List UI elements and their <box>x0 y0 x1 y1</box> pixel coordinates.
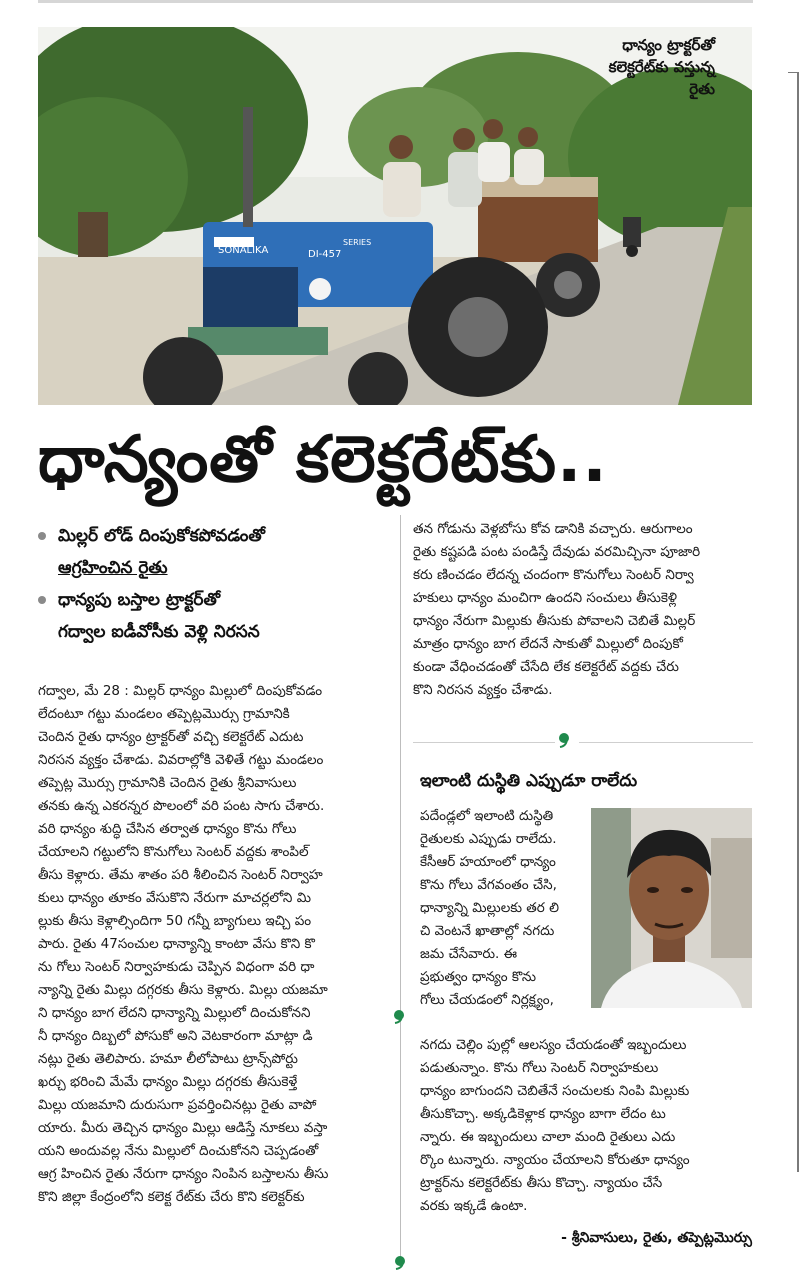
article-left-column <box>38 680 390 1209</box>
text-line: తీసు కెళ్లారు. తేమ శాతం పరి శీలించిన సెంటర్ నిర్వాహ <box>38 867 323 883</box>
text-line: ధాన్యం బాగుందని చెబితేనే సంచులకు నింపి మిల్లుకు <box>420 1083 690 1099</box>
column-divider <box>400 515 401 1265</box>
text-line: ఖర్చు భరించి మేమే ధాన్యం మిల్లు దగ్గరకు తీసుకెళ్తే <box>38 1074 298 1090</box>
text-line: కులు ధాన్యం తూకం వేసుకొని నేరుగా మాచర్లలోని మి <box>38 890 311 906</box>
page-edge-decoration <box>770 72 800 1172</box>
text-line: వరి ధాన్యం శుద్ధి చేసిన తర్వాత ధాన్యం కొను గోలు <box>38 821 297 837</box>
text-line: ధాన్యం నేరుగా మిల్లుకు తీసుకు పోవాలని చెబితే మిల్లర్ <box>413 613 696 629</box>
leaf-icon <box>392 1254 410 1270</box>
text-line: పారు. రైతు 47సంచుల ధాన్యాన్ని కాంటా వేసు కొని కొ <box>38 936 315 952</box>
text-line: చేయాలని గట్టులోని కొనుగోలు సెంటర్ వద్దకు శాంపిల్ <box>38 844 309 860</box>
tractor-plate-text: DI-457 <box>308 249 342 260</box>
text-line: ర్కొం టున్నారు. న్యాయం చేయాలని కోరుతూ ధాన్యం <box>420 1152 690 1168</box>
text-line: యని అందువల్ల నేను మిల్లులో దించుకోనని చెప్పడంతో <box>38 1143 319 1159</box>
text-line: ధాన్యాన్ని మిల్లులకు తర లి <box>420 900 560 916</box>
text-line: రైతు కష్టపడి పంట పండిస్తే దేవుడు వరమిచ్చినా పూజారి <box>413 544 701 560</box>
bullet-item <box>38 520 388 584</box>
text-line: నగదు చెల్లిం పుల్లో ఆలస్యం చేయడంతో ఇబ్బందులు <box>420 1037 687 1053</box>
text-line: న్యాన్ని రైతు మిల్లు దగ్గరకు తీసు కెళ్లారు. మిల్లు యజమా <box>38 982 328 998</box>
photo-caption-line: రైతు <box>689 80 715 98</box>
text-line: గోలు చేయడంలో నిర్లక్ష్యం, <box>420 992 554 1008</box>
text-line: చి వెంటనే ఖాతాల్లో నగదు <box>420 923 555 939</box>
tractor-brand-text: SONALIKA <box>218 245 269 256</box>
text-line: తప్పెట్ల మొర్సు గ్రామానికి చెందిన రైతు శ్రీనివాసులు <box>38 775 297 791</box>
text-line: నీ ధాన్యం దిబ్బలో పోసుకో అని వెటకారంగా మాట్లా డి <box>38 1028 313 1044</box>
bullet-line: ధాన్యపు బస్తాల ట్రాక్టర్‌తో <box>58 590 221 610</box>
text-line: తీసుకొచ్చా. అక్కడికెళ్లాక ధాన్యం బాగా లేదం టు <box>420 1106 666 1122</box>
text-line: ట్రాక్టర్‌ను కలెక్టరేట్‌కు తీసు కొచ్చా. న్యాయం చేసే <box>420 1175 663 1191</box>
quote-signature: - శ్రీనివాసులు, రైతు, తప్పెట్లమొర్సు <box>561 1230 752 1246</box>
leaf-icon <box>391 1008 409 1024</box>
text-line: కుండా వేధించడంతో చేసేది లేక కలెక్టరేట్ వద్దకు చేరు <box>413 659 679 675</box>
section-separator <box>413 742 753 743</box>
text-line: ప్రభుత్వం ధాన్యం కొను <box>420 969 537 985</box>
photo-caption-line: కలెక్టరేట్‌కు వస్తున్న <box>608 58 715 76</box>
text-line: నట్లు రైతు తెలిపారు. హమా లీలోపాటు ట్రాన్స్‌పోర్టు <box>38 1051 298 1067</box>
text-line: గద్వాల, మే 28 : మిల్లర్ ధాన్యం మిల్లులో దింపుకోవడం <box>38 683 323 699</box>
text-line: పడుతున్నాం. కొను గోలు సెంటర్ నిర్వాహకులు <box>420 1060 659 1076</box>
text-line: చెందిన రైతు ధాన్యం ట్రాక్టర్‌తో వచ్చి కలెక్టరేట్ ఎదుట <box>38 729 304 745</box>
text-line: కొని నిరసన వ్యక్తం చేశాడు. <box>413 682 553 698</box>
text-line: యారు. మీరు తెచ్చిన ధాన్యం మిల్లు ఆడిస్తే నూకలు వస్తా <box>38 1120 328 1136</box>
text-line: కొను గోలు వేగవంతం చేసి, <box>420 877 557 893</box>
bullet-list <box>38 520 388 648</box>
quote-text-full <box>420 1034 753 1218</box>
text-line: లేదంటూ గట్టు మండలం తప్పెట్లమొర్సు గ్రామానికి <box>38 706 290 722</box>
text-line: తనకు ఉన్న ఎకరన్నర పొలంలో వరి పంట సాగు చేశారు. <box>38 798 325 814</box>
text-line: నిరసన వ్యక్తం చేశాడు. వివరాల్లోకి వెళితే గట్టు మండలం <box>38 752 324 768</box>
text-line: జమ చేసేవారు. ఈ <box>420 946 518 962</box>
text-line: కరు ణించడం లేదన్న చందంగా కొనుగోలు సెంటర్ నిర్వా <box>413 567 694 583</box>
bullet-item <box>38 584 388 648</box>
farmer-portrait <box>591 808 752 1008</box>
text-line: తన గోడును వెళ్లబోసు కోవ డానికి వచ్చారు. ఆరుగాలం <box>413 521 693 537</box>
text-line: మాత్రం ధాన్యం బాగ లేదనే సాకుతో మిల్లులో దింపుకో <box>413 636 683 652</box>
bullet-line: ఆగ్రహించిన రైతు <box>58 558 168 578</box>
text-line: పదేండ్లలో ఇలాంటి దుస్థితి <box>420 808 554 824</box>
text-line: కొని జిల్లా కేంద్రంలోని కలెక్ట రేట్‌కు చేరు కొని కలెక్టర్‌కు <box>38 1189 305 1205</box>
headline: ధాన్యంతో కలెక్టరేట్‌కు.. <box>38 423 608 497</box>
text-line: మిల్లు యజమాని దురుసుగా ప్రవర్తించినట్లు రైతు వాపో <box>38 1097 317 1113</box>
quote-mark-icon <box>555 731 579 749</box>
text-line: రైతులకు ఎప్పుడు రాలేదు. <box>420 831 557 847</box>
quote-text-narrow <box>420 805 585 1012</box>
text-line: ను గోలు సెంటర్ నిర్వాహకుడు చెప్పిన విధంగా వరి ధా <box>38 959 315 975</box>
text-line: న్నారు. ఈ ఇబ్బందులు చాలా మంది రైతులు ఎదు <box>420 1129 676 1145</box>
quote-heading: ఇలాంటి దుస్థితి ఎప్పుడూ రాలేదు <box>420 771 638 791</box>
bullet-line: గద్వాల ఐడీవోసీకు వెళ్లి నిరసన <box>58 622 260 642</box>
text-line: హకులు ధాన్యం మంచిగా ఉందని సంచులు తీసుకెళ్లి <box>413 590 678 606</box>
photo-caption <box>555 34 715 100</box>
tractor-model-text: SERIES <box>343 238 372 247</box>
text-line: ల్లుకు తీసు కెళ్లాల్సిందిగా 50 గన్నీ బ్యాగులు ఇచ్చి పం <box>38 913 312 929</box>
text-line: కేసీఆర్ హయాంలో ధాన్యం <box>420 854 556 870</box>
top-rule <box>38 0 753 3</box>
text-line: ఆగ్ర హించిన రైతు నేరుగా ధాన్యం నింపిన బస్తాలను తీసు <box>38 1166 329 1182</box>
bullet-line: మిల్లర్ లోడ్ దింపుకోకపోవడంతో <box>58 526 265 546</box>
text-line: ని ధాన్యం బాగ లేదని ధాన్యాన్ని మిల్లులో దించుకోనని <box>38 1005 311 1021</box>
photo-caption-line: ధాన్యం ట్రాక్టర్‌తో <box>622 36 715 54</box>
article-right-column <box>413 518 753 702</box>
text-line: వరకు ఇక్కడే ఉంటా. <box>420 1198 528 1214</box>
